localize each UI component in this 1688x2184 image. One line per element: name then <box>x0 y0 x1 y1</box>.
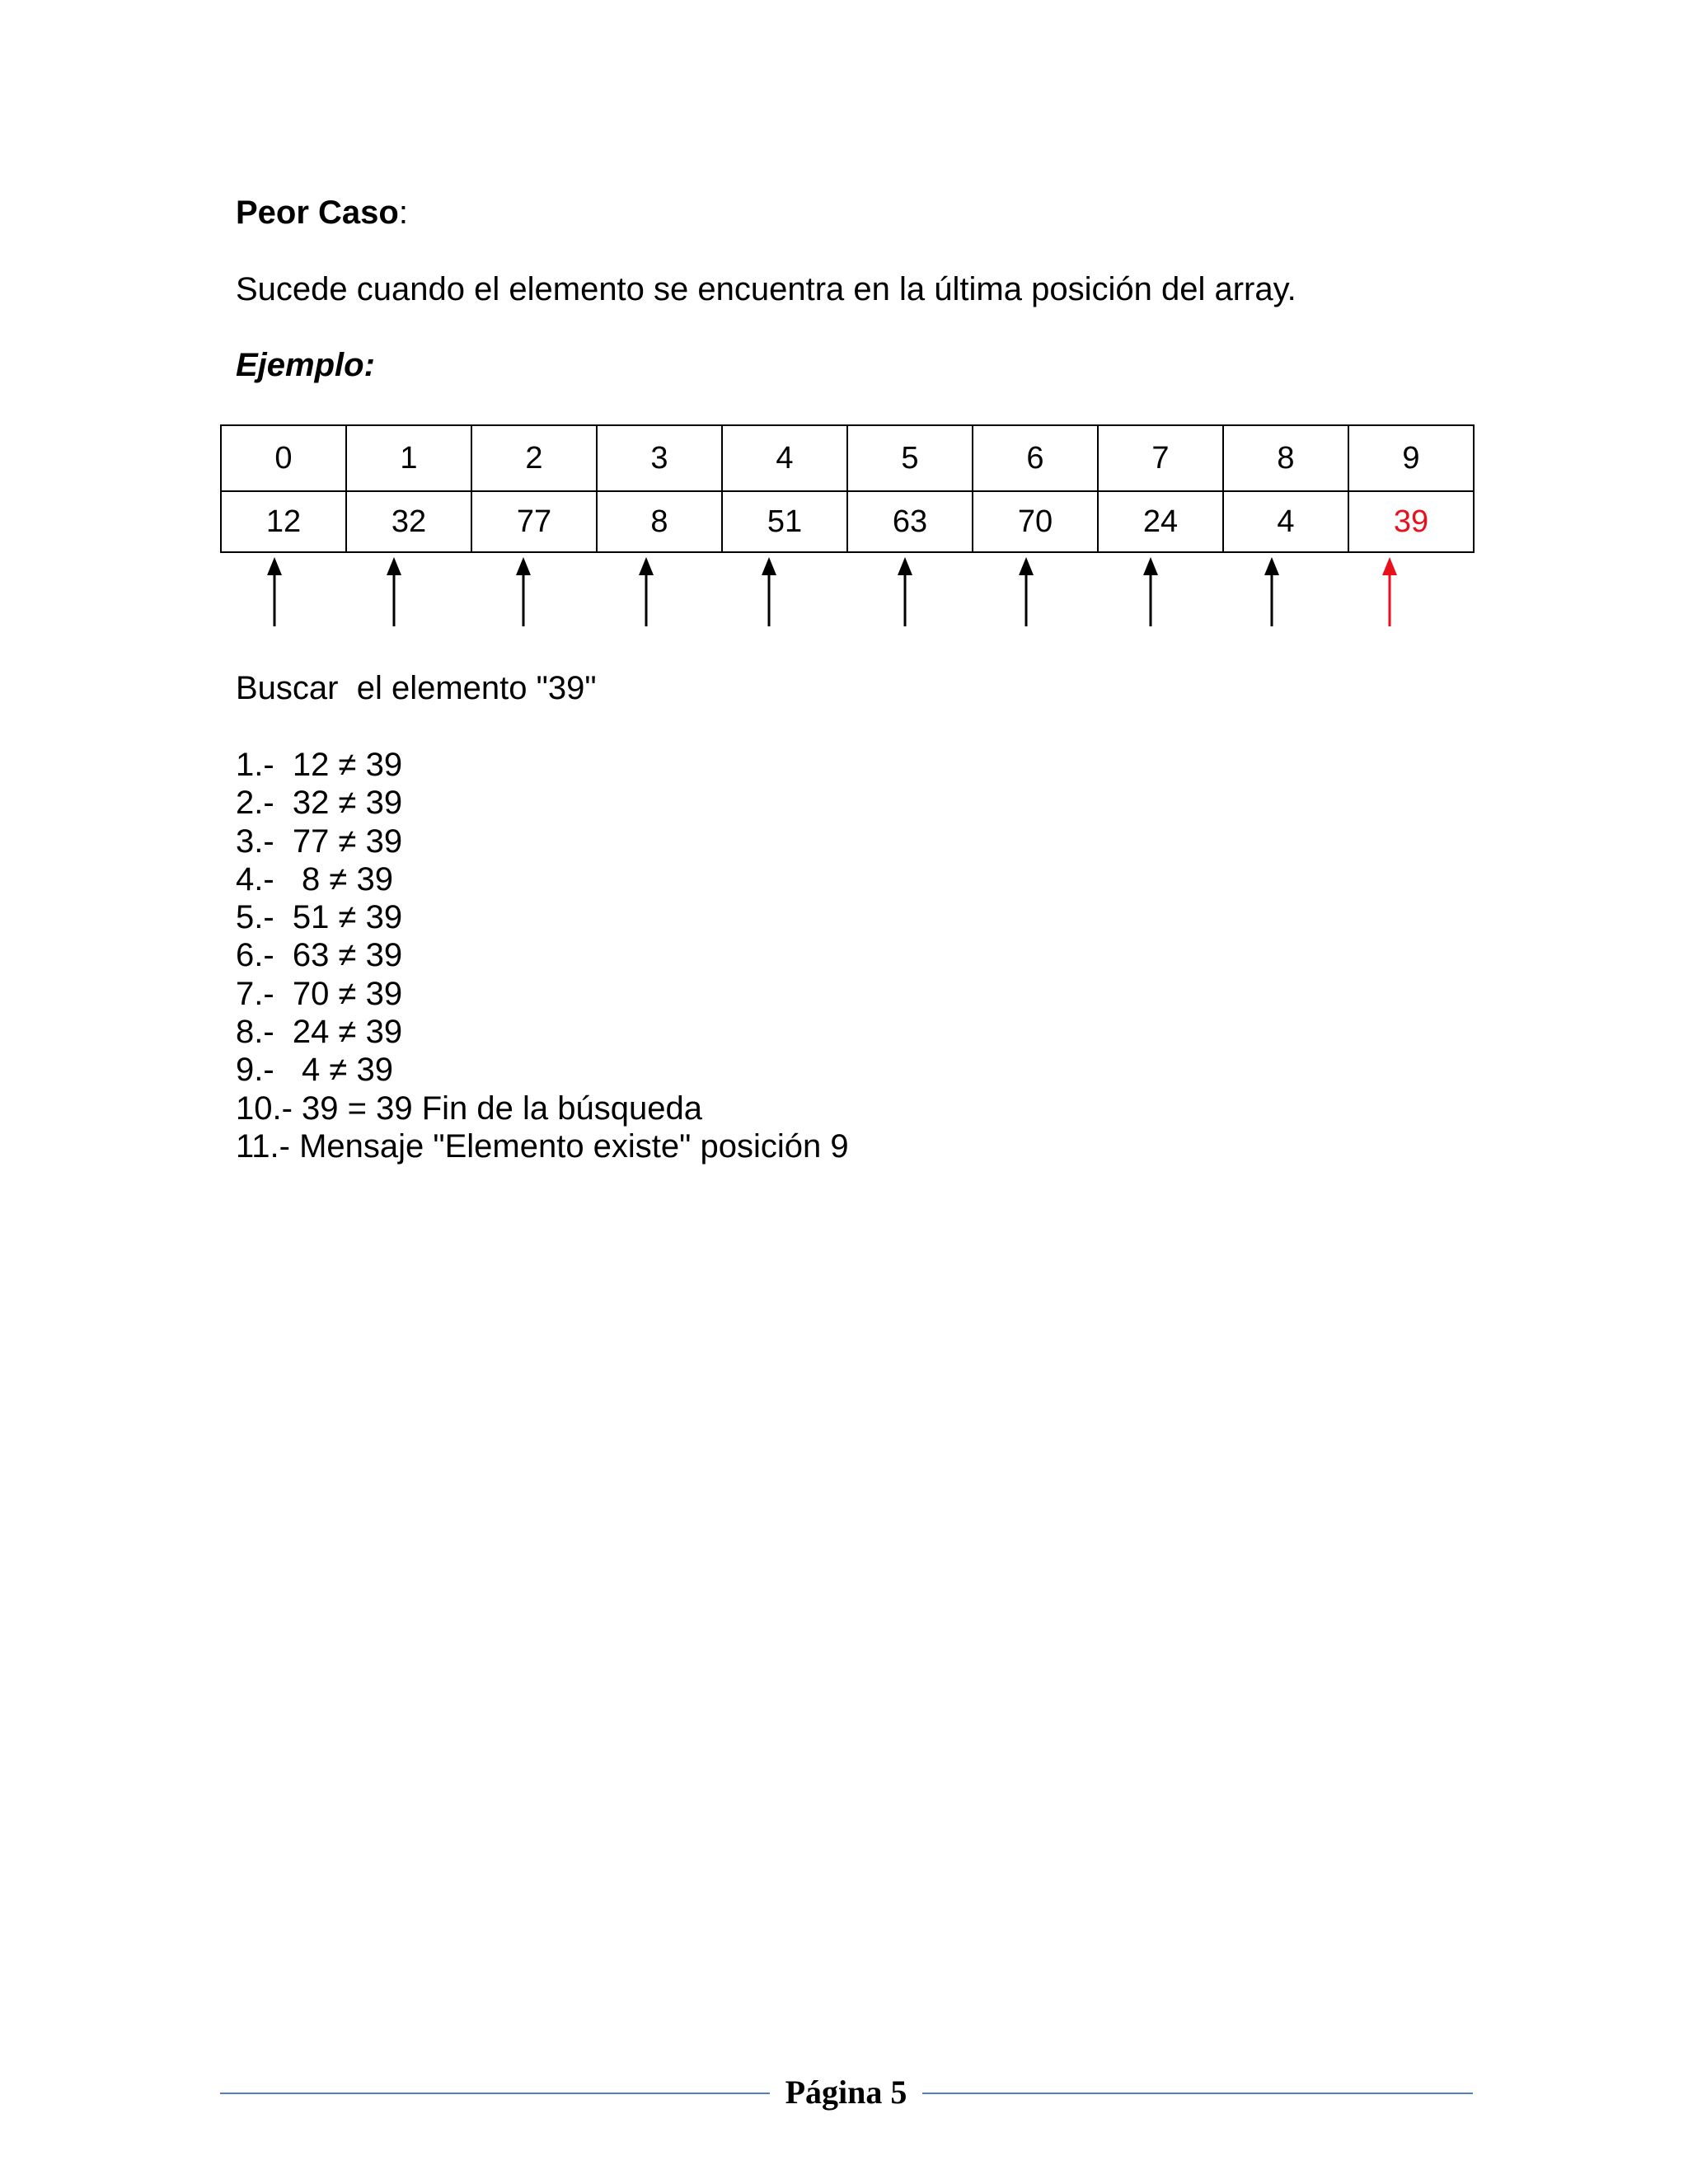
value-cell: 24 <box>1098 491 1223 552</box>
search-label: Buscar el elemento "39" <box>236 670 597 706</box>
pointer-arrows <box>0 552 1688 635</box>
index-cell: 1 <box>346 425 471 491</box>
index-cell: 7 <box>1098 425 1223 491</box>
index-cell: 4 <box>722 425 847 491</box>
index-cell: 3 <box>597 425 722 491</box>
value-cell: 12 <box>221 491 346 552</box>
example-label: Ejemplo: <box>236 347 375 383</box>
index-cell: 8 <box>1223 425 1348 491</box>
index-cell: 2 <box>471 425 597 491</box>
intro-paragraph: Sucede cuando el elemento se encuentra en la última posición del array. <box>236 271 1296 307</box>
heading-bold: Peor Caso <box>236 194 399 231</box>
value-cell: 70 <box>973 491 1098 552</box>
heading-suffix: : <box>398 194 408 231</box>
value-cell: 32 <box>346 491 471 552</box>
step-item: 3.- 77 ≠ 39 <box>236 823 403 860</box>
step-item: 10.- 39 = 39 Fin de la búsqueda <box>236 1090 702 1127</box>
value-cell: 77 <box>471 491 597 552</box>
pointer-arrow <box>1143 557 1158 626</box>
step-item: 9.- 4 ≠ 39 <box>236 1052 393 1089</box>
pointer-arrow <box>516 557 531 626</box>
index-cell: 9 <box>1348 425 1474 491</box>
value-row <box>221 491 1474 552</box>
value-cell: 4 <box>1223 491 1348 552</box>
pointer-arrow <box>267 557 282 626</box>
pointer-arrow <box>639 557 654 626</box>
index-cell: 6 <box>973 425 1098 491</box>
page-number: Página 5 <box>785 2074 907 2111</box>
step-item: 11.- Mensaje "Elemento existe" posición 9 <box>236 1127 849 1165</box>
pointer-arrow <box>898 557 912 626</box>
page-footer <box>220 2072 1473 2113</box>
index-cell: 0 <box>221 425 346 491</box>
step-item: 7.- 70 ≠ 39 <box>236 975 403 1012</box>
step-item: 4.- 8 ≠ 39 <box>236 860 393 898</box>
footer-rule-right <box>922 2093 1473 2094</box>
value-cell-target: 39 <box>1348 491 1474 552</box>
step-item: 8.- 24 ≠ 39 <box>236 1014 403 1051</box>
pointer-arrow <box>1264 557 1279 626</box>
pointer-arrow-target <box>1382 557 1397 626</box>
index-cell: 5 <box>847 425 973 491</box>
pointer-arrow <box>1019 557 1034 626</box>
value-cell: 63 <box>847 491 973 552</box>
search-steps <box>236 746 849 1165</box>
footer-rule-left <box>220 2093 770 2094</box>
section-heading <box>236 194 408 232</box>
step-item: 2.- 32 ≠ 39 <box>236 785 403 822</box>
value-cell: 8 <box>597 491 722 552</box>
pointer-arrow <box>387 557 401 626</box>
index-row <box>221 425 1474 491</box>
value-cell: 51 <box>722 491 847 552</box>
array-table <box>220 424 1475 553</box>
step-item: 1.- 12 ≠ 39 <box>236 747 403 783</box>
step-item: 5.- 51 ≠ 39 <box>236 899 403 936</box>
pointer-arrow <box>762 557 776 626</box>
step-item: 6.- 63 ≠ 39 <box>236 937 403 974</box>
